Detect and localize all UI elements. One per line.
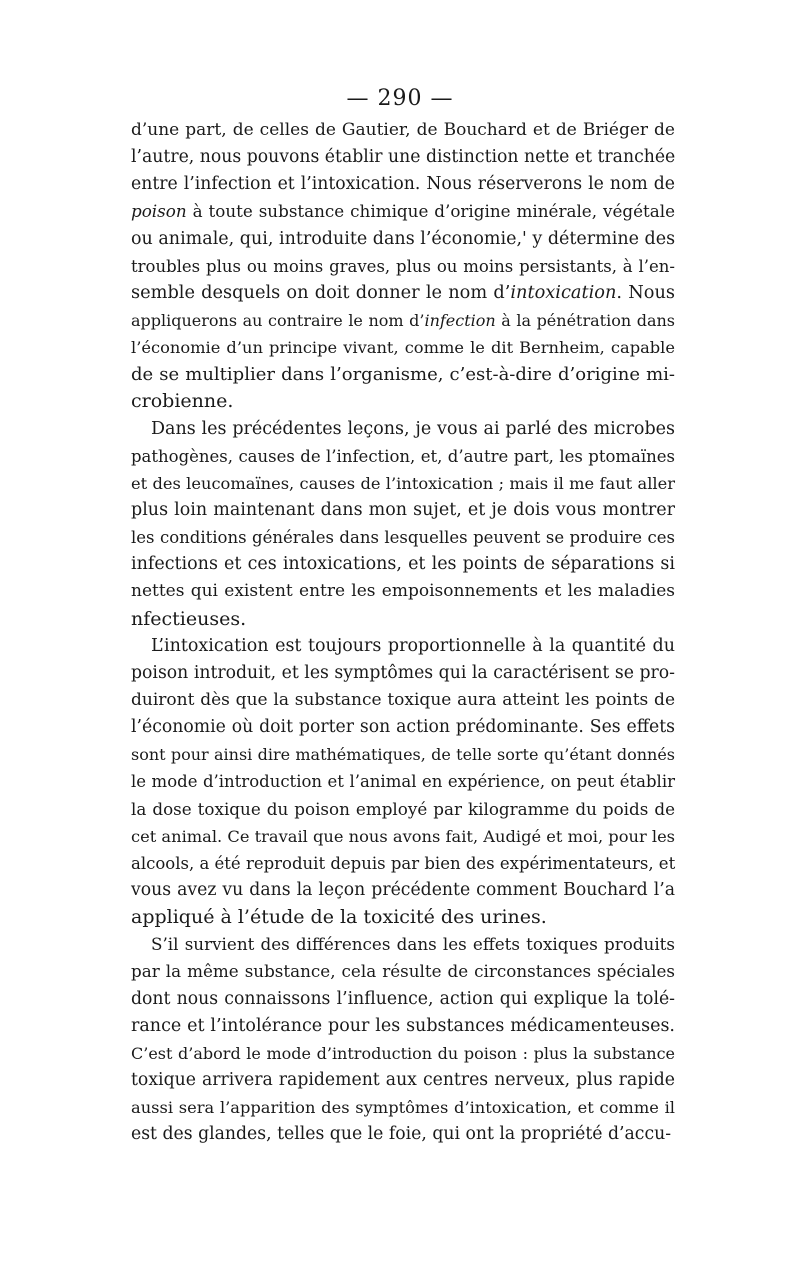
- text-line: entre l’infection et l’intoxication. Nous réserverons le nom de: [131, 174, 675, 195]
- text-line: ou animale, qui, introduite dans l’économie,' y détermine des: [131, 228, 676, 249]
- text-line: la dose toxique du poison employé par kilogramme du poids de: [131, 798, 675, 819]
- text-line: S’il survient des différences dans les effets toxiques produits: [151, 934, 675, 955]
- text-line: alcools, a été reproduit depuis par bien des expérimentateurs, et: [131, 853, 676, 873]
- text-line: poison à toute substance chimique d’origine minérale, végétale: [131, 201, 675, 222]
- text-line: dont nous connaissons l’influence, action qui explique la tolé-: [131, 988, 675, 1009]
- text-line: nettes qui existent entre les empoisonnements et les maladies: [131, 581, 675, 602]
- text-line: poison introduit, et les symptômes qui la caractérisent se pro-: [131, 662, 675, 683]
- paragraph: [131, 633, 675, 932]
- text-line: vous avez vu dans la leçon précédente comment Bouchard l’a: [131, 879, 675, 900]
- text-line: de se multiplier dans l’organisme, c’est-à-dire d’origine mi-: [131, 364, 675, 386]
- page-number: — 290 —: [346, 86, 454, 111]
- paragraph: [131, 416, 675, 633]
- text-line: Dans les précédentes leçons, je vous ai parlé des microbes: [151, 418, 675, 439]
- italic-term: intoxication: [510, 282, 617, 303]
- text-line: pathogènes, causes de l’infection, et, d’autre part, les ptomaïnes: [131, 446, 675, 466]
- text-line: l’autre, nous pouvons établir une distinction nette et tranchée: [131, 147, 676, 168]
- text-line: l’économie où doit porter son action prédominante. Ses effets: [131, 717, 675, 738]
- text-line: sont pour ainsi dire mathématiques, de telle sorte qu’étant donnés: [131, 745, 675, 765]
- text-line: appliqué à l’étude de la toxicité des urines.: [131, 906, 547, 929]
- text-line: L’intoxication est toujours proportionnelle à la quantité du: [151, 635, 675, 656]
- italic-term: infection: [424, 310, 496, 330]
- text-line: crobienne.: [131, 390, 234, 413]
- text-line: nfectieuses.: [131, 607, 247, 630]
- text-line: semble desquels on doit donner le nom d’intoxication. Nous: [131, 282, 676, 303]
- text-line: par la même substance, cela résulte de circonstances spéciales: [131, 961, 675, 982]
- text-line: duiront dès que la substance toxique aura atteint les points de: [131, 689, 675, 710]
- text-line: aussi sera l’apparition des symptômes d’intoxication, et comme il: [131, 1098, 675, 1118]
- text-line: plus loin maintenant dans mon sujet, et je dois vous montrer: [131, 499, 675, 520]
- text-line: infections et ces intoxications, et les points de séparations si: [131, 554, 675, 575]
- text-line: d’une part, de celles de Gautier, de Bouchard et de Briéger de: [131, 120, 675, 140]
- paragraph: [131, 117, 675, 416]
- text-line: est des glandes, telles que le foie, qui ont la propriété d’accu-: [131, 1124, 672, 1145]
- paragraph: [131, 931, 675, 1148]
- text-line: rance et l’intolérance pour les substances médicamenteuses.: [131, 1015, 675, 1036]
- body-text: [131, 117, 675, 1148]
- italic-term: poison: [131, 201, 187, 222]
- text-line: les conditions générales dans lesquelles peuvent se produire ces: [131, 528, 675, 548]
- text-line: C’est d’abord le mode d’introduction du poison : plus la substance: [131, 1043, 675, 1063]
- text-line: l’économie d’un principe vivant, comme le dit Bernheim, capable: [131, 338, 675, 358]
- text-line: troubles plus ou moins graves, plus ou moins persistants, à l’en-: [131, 256, 675, 276]
- text-line: et des leucomaïnes, causes de l’intoxication ; mais il me faut aller: [131, 473, 675, 493]
- text-line: cet animal. Ce travail que nous avons fait, Audigé et moi, pour les: [131, 826, 676, 846]
- text-line: le mode d’introduction et l’animal en expérience, on peut établir: [131, 772, 675, 792]
- text-line: toxique arrivera rapidement aux centres nerveux, plus rapide: [131, 1069, 675, 1090]
- text-line: appliquerons au contraire le nom d’infection à la pénétration dans: [131, 310, 676, 330]
